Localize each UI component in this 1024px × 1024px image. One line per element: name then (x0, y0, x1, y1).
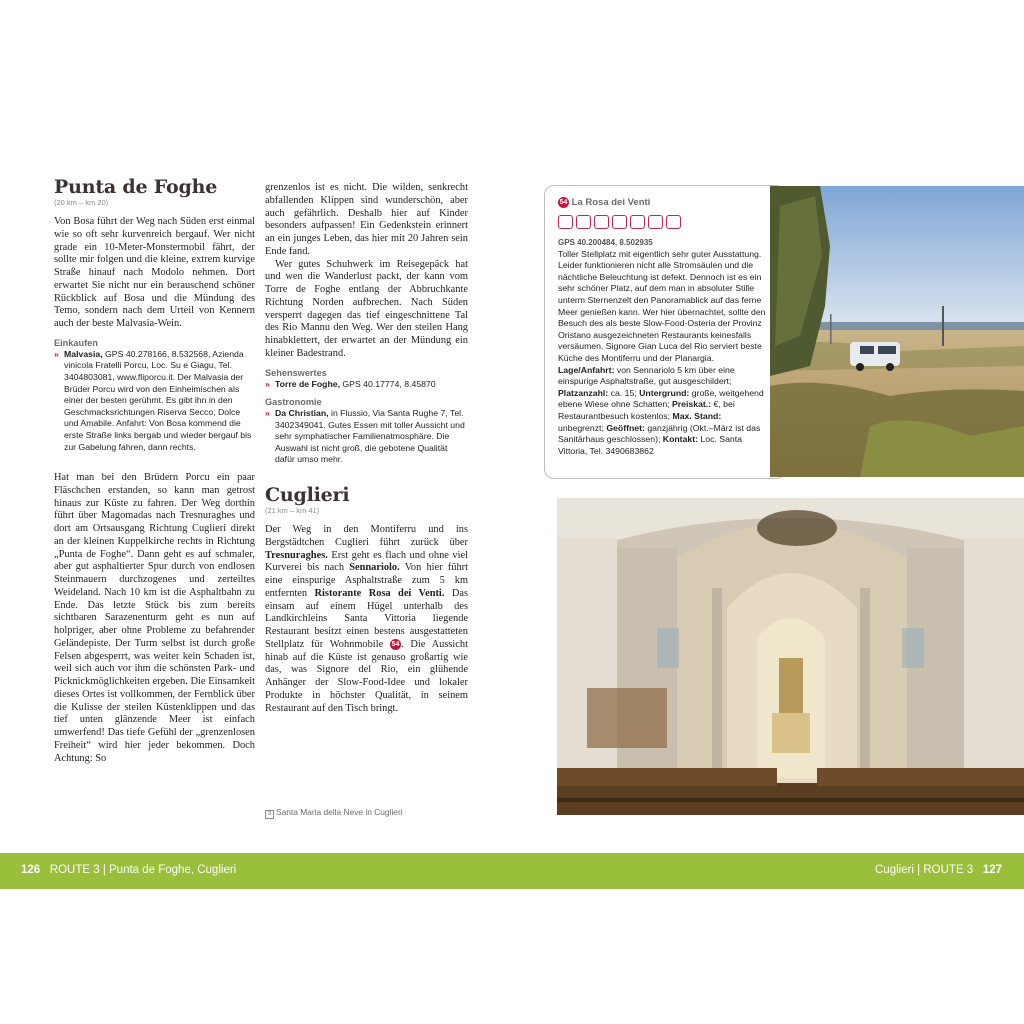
water-icon (576, 215, 591, 229)
running-head-right: Cuglieri | ROUTE 3 (875, 864, 974, 876)
info-entry-torre (265, 379, 468, 391)
section-km: (21 km – km 41) (265, 506, 320, 516)
shower-icon (630, 215, 645, 229)
page-number-right: 127 (982, 864, 1002, 876)
subheading-gastronomie: Gastronomie (265, 397, 322, 408)
arrow-marker-icon: » (265, 408, 270, 419)
running-head-left: ROUTE 3 | Punta de Foghe, Cuglieri (49, 864, 237, 876)
amenity-icons (558, 215, 768, 231)
page-footer (0, 853, 1024, 889)
info-entry-text: in Flussio, Via Santa Rughe 7, Tel. 3402349041. Gutes Essen mit toller Aussicht und sehr symphatischer Familienatmosphäre. Die Auswahl ist nicht groß, die gebotene Qualität dafür umso mehr. (275, 408, 465, 465)
paragraph: Hat man bei den Brüdern Porcu ein paar Fläschchen erstanden, so kann man getrost hinaus zur Küste zu fahren. Der Weg dorthin führt über Magomadas nach Tresnuraghes und dort am Ortsausgang Richtung Cuglieri direkt an der kleinen Kuppelkirche rechts in Richtung „Punta de Foghe“. Dann geht es auf schmaler, aber gut asphaltierter Spur durch von endlosen Steinmauern durchzogenes und zerteiltes Weideland. Nach 10 km ist die Asphaltbahn zu Ende. Das letzte Stück bis zum bereits sichtbaren Sarazenenturm geht es nun auf holpriger, aber ohne Probleme zu befahrender Geländepiste. Der Turm selbst ist durch große Felsen abgesperrt, was weiter kein Schaden ist, weil sich auch vor ihm die schönsten Park- und Picknickmöglichkeiten ergeben. Die Einsamkeit dieses Ortes ist vollkommen, der Fernblick über die Kulisse der steilen Küstenklippen und das tief unten glänzende Meer ist einfach umwerfend! Das tiefe Gefühl der „grenzenlosen Freiheit“ wird hier jeder bekommen. Doch Achtung: So (54, 472, 255, 764)
disposal-icon (594, 215, 609, 229)
paragraph: Von Bosa führt der Weg nach Süden erst einmal wie so oft sehr kurvenreich bergauf. Wer nicht grade ein 10-Meter-Monstermobil fährt, der sollte mir folgen und die kleine, extrem kurvige Straße hinauf nach Modolo nehmen. Dort erwartet Sie nicht nur ein berauschend schöner Rückblick auf Bosa und die Mündung des Temo, sondern nach dem Urteil von Kennern auch der beste Malvasia-Wein. (54, 216, 255, 329)
box-title: 54 La Rosa dei Venti (559, 197, 651, 208)
info-entry-text: GPS 40.278166, 8.532568, Azienda vinicola Fratelli Porcu, Loc. Su e Giagu, Tel. 3404803081, www.fliporcu.it. Der Malvasia der Brüder Porcu wird von den Einheimischen als einer der besten gerühmt. Es gibt ihn in den Geschmacksrichtungen Riserva Secco, Dolce und Amabile. Anfahrt: Von Bosa kommend die erste Straße links bergab und wieder bergauf bis zur Gabelung fahren, dann rechts. (64, 348, 252, 452)
info-entry-da-christian (265, 408, 468, 466)
pets-icon (666, 215, 681, 229)
photo-caption: 3 Santa Maria della Neve in Cuglieri (265, 807, 403, 819)
info-entry-malvasia (54, 349, 255, 453)
photo-church-interior (557, 498, 1024, 815)
photo-stellplatz-image (770, 186, 1024, 477)
info-entry-name: Malvasia, (64, 348, 103, 359)
stellplatz-badge: 54 (391, 640, 400, 648)
photo-church-image (557, 498, 1024, 815)
stellplatz-badge: 54 (559, 199, 568, 206)
section-km: (20 km – km 20) (54, 198, 109, 207)
restaurant-icon (648, 215, 663, 229)
paragraph: grenzenlos ist es nicht. Die wilden, senkrecht abfallenden Klippen sind wunderschön, aber auch gefährlich. Deshalb hier auf Kinder besonders aufpassen! Ein Gedenkstein erinnert an ein junges Leben, das hier mit 20 Jahren sein Ende fand. (265, 182, 468, 257)
left-column (54, 176, 255, 765)
toilet-icon (612, 215, 627, 229)
caption-number: 3 (265, 810, 274, 819)
arrow-marker-icon: » (265, 378, 270, 389)
box-gps: GPS 40.200484, 8.502935 (558, 238, 653, 247)
arrow-marker-icon: » (54, 348, 59, 359)
section-heading-punta-de-foghe: Punta de Foghe (54, 176, 218, 198)
photo-stellplatz (770, 186, 1024, 477)
footer-right (875, 864, 1002, 876)
info-entry-name: Torre de Foghe, (275, 378, 340, 389)
middle-column (265, 182, 468, 715)
footer-left (21, 864, 236, 876)
info-entry-name: Da Christian, (275, 408, 329, 419)
stellplatz-info-box (544, 185, 786, 479)
box-text: Toller Stellplatz mit eigentlich sehr guter Ausstattung. Leider funktionieren nicht alle Stromsäulen und die nächtliche Beleuchtung ist defekt. Dennoch ist es ein sehr schöner Platz, auf dem man in absoluter Stille unterm Sternenzelt den Panoramablick auf das ferne Meer genießen kann. Wer hier übernachtet, sollte den Besuch des als beste Slow-Food-Osteria der Provinz Oristano ausgezeichneten Restaurants keinesfalls versäumen. Signore Gian Luca del Rio serviert beste Küche des Montiferru und der Planargia. Lage/Anfahrt: von Sennariolo 5 km über eine einspurige Asphaltstraße, gut ausgeschildert; Platzanzahl: ca. 15; Untergrund: große, weitgehend ebene Wiese ohne Schatten; Preiskat.: €, bei Restaurantbesuch kostenlos; Max. Stand: unbegrenzt; Geöffnet: ganzjährig (Okt.–März ist das Sanitärhaus geschlossen); Kontakt: Loc. Santa Vittoria, Tel. 3490683862 (558, 248, 766, 456)
power-icon (558, 215, 573, 229)
page-number-left: 126 (21, 864, 41, 876)
paragraph: Wer gutes Schuhwerk im Reisegepäck hat und wen die Wanderlust packt, der kann vom Torre de Foghe entlang der Abbruchkante Richtung Norden aufbrechen. Nach Süden versperrt dagegen das tief eingeschnittene Tal des Rio Mannu den Weg. Wer den steilen Hang hinabklettert, der erwartet an der Mündung ein kleiner Badestrand. (265, 258, 468, 359)
subheading-sehenswertes: Sehenswertes (265, 367, 327, 378)
subheading-einkaufen: Einkaufen (54, 337, 98, 348)
section-heading-cuglieri: Cuglieri (265, 484, 350, 507)
paragraph: Der Weg in den Montiferru und ins Bergstädtchen Cuglieri führt zurück über Tresnuraghes. Erst geht es flach und ohne viel Kurverei bis nach Sennariolo. Von hier führt eine einspurige Asphaltstraße zum 5 km entfernten Ristorante Rosa dei Venti. Das einsam auf einem Hügel unterhalb des Landkirchleins Santa Vittoria liegende Restaurant besitzt einen bestens ausgestatteten Stellplatz für Wohnmobile 54 . Die Aussicht hinab auf die Küste ist genauso großartig wie das, was Signore del Rio, ein glühende Anhänger der Slow-Food-Idee und lokaler Produkte in höchster Qualität, in seinem Restaurant auf den Tisch bringt. (265, 524, 468, 714)
info-entry-text: GPS 40.17774, 8.45870 (340, 378, 436, 389)
